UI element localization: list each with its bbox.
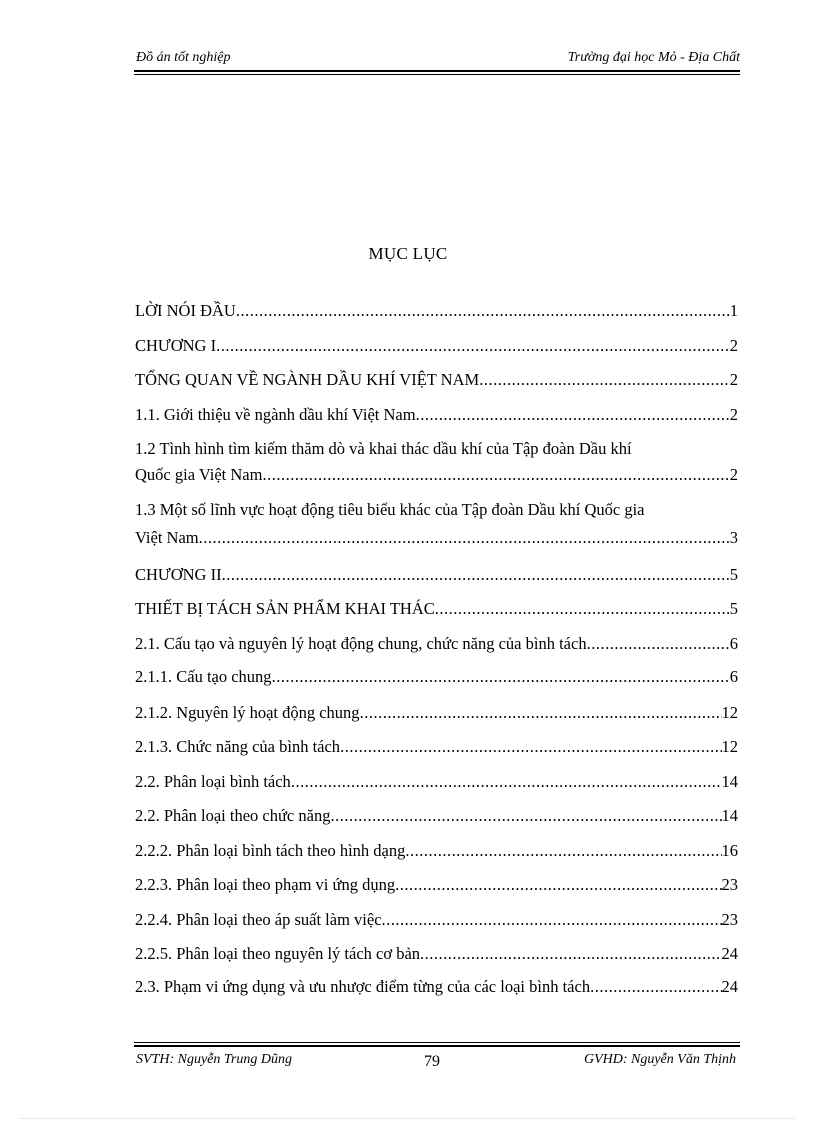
toc-entry-page: 12	[721, 737, 738, 756]
toc-entry-page: 23	[721, 875, 738, 894]
toc-entry-page: 6	[729, 634, 738, 653]
header-right-text: Trường đại học Mỏ - Địa Chất	[567, 50, 740, 65]
toc-entry-page: 23	[721, 910, 738, 929]
toc-entry-label: 2.3. Phạm vi ứng dụng và ưu nhược điểm từng của các loại bình tách	[135, 977, 591, 996]
toc-entry	[135, 805, 738, 827]
header-rule-thick	[134, 70, 740, 72]
toc-leader-dots	[199, 527, 730, 549]
toc-entry-label: 2.2.3. Phân loại theo phạm vi ứng dụng	[135, 875, 396, 894]
toc-entry	[135, 874, 738, 896]
toc-leader-dots	[360, 702, 722, 724]
toc-entry-page: 6	[729, 667, 738, 686]
toc-entry-page: 2	[729, 465, 738, 484]
footer-advisor: GVHD: Nguyễn Văn Thịnh	[583, 1052, 736, 1067]
toc-entry	[135, 976, 738, 998]
toc-entry-page: 14	[721, 806, 738, 825]
toc-entry-page: 14	[721, 772, 738, 791]
header-left-text: Đồ án tốt nghiệp	[136, 50, 231, 65]
toc-leader-dots	[272, 666, 730, 688]
toc-leader-dots	[479, 369, 730, 391]
toc-entry	[135, 771, 738, 793]
footer-rule-thin	[134, 1042, 740, 1043]
toc-entry-label: 2.2. Phân loại theo chức năng	[135, 806, 331, 825]
toc-entry	[135, 633, 738, 655]
toc-leader-dots	[416, 404, 730, 426]
toc-entry-first-line: 1.3 Một số lĩnh vực hoạt động tiêu biểu khác của Tập đoàn Dầu khí Quốc gia	[135, 500, 645, 519]
toc-entry-first-line: 1.2 Tình hình tìm kiếm thăm dò và khai thác dầu khí của Tập đoàn Dầu khí	[135, 439, 632, 458]
toc-leader-dots	[236, 300, 730, 322]
toc-entry-label: 2.2. Phân loại bình tách	[135, 772, 291, 791]
toc-entry-label: Quốc gia Việt Nam	[135, 465, 263, 484]
toc-leader-dots	[420, 943, 721, 965]
page-number: 79	[424, 1053, 440, 1070]
toc-entry-label: 2.1.3. Chức năng của bình tách	[135, 737, 341, 756]
toc-entry-label: THIẾT BỊ TÁCH SẢN PHẨM KHAI THÁC	[135, 599, 435, 618]
toc-entry	[135, 736, 738, 758]
toc-entry-page: 5	[729, 565, 738, 584]
toc-entry-label: 2.2.4. Phân loại theo áp suất làm việc	[135, 910, 382, 929]
page-footer	[134, 1052, 740, 1072]
toc-leader-dots	[435, 598, 730, 620]
toc-entry-label: TỔNG QUAN VỀ NGÀNH DẦU KHÍ VIỆT NAM	[135, 370, 480, 389]
toc-leader-dots	[216, 335, 730, 357]
toc-entry-label: 2.1.1. Cấu tạo chung	[135, 667, 272, 686]
toc-entry-label: 2.1.2. Nguyên lý hoạt động chung	[135, 703, 360, 722]
toc-entry	[135, 909, 738, 931]
toc-leader-dots	[330, 805, 721, 827]
toc-leader-dots	[395, 874, 721, 896]
toc-entry-page: 2	[729, 405, 738, 424]
toc-entry	[135, 527, 738, 549]
toc-entry-page: 24	[721, 944, 738, 963]
toc-entry-label: 2.2.5. Phân loại theo nguyên lý tách cơ bản	[135, 944, 421, 963]
toc-entry	[135, 840, 738, 862]
page-edge-divider	[20, 1118, 796, 1119]
toc-entry	[135, 335, 738, 357]
toc-entry-page: 2	[729, 336, 738, 355]
toc-entry-label: Việt Nam	[135, 528, 199, 547]
toc-entry	[135, 300, 738, 322]
toc-entry	[135, 464, 738, 486]
toc-leader-dots	[587, 633, 730, 655]
header-rule-thin	[134, 74, 740, 75]
toc-entry-label: 2.2.2. Phân loại bình tách theo hình dạng	[135, 841, 406, 860]
toc-entry-page: 24	[721, 977, 738, 996]
page-header	[134, 50, 740, 68]
toc-leader-dots	[405, 840, 721, 862]
toc-leader-dots	[262, 464, 729, 486]
toc-leader-dots	[222, 564, 730, 586]
toc-entry-label: 1.1. Giới thiệu về ngành dầu khí Việt Nam	[135, 405, 416, 424]
toc-leader-dots	[340, 736, 721, 758]
toc-entry-page: 5	[729, 599, 738, 618]
toc-entry	[135, 598, 738, 620]
toc-leader-dots	[291, 771, 722, 793]
toc-entry	[135, 666, 738, 688]
toc-entry	[135, 564, 738, 586]
toc-entry	[135, 702, 738, 724]
toc-entry-page: 16	[721, 841, 738, 860]
toc-entry-label: LỜI NÓI ĐẦU	[135, 301, 236, 320]
toc-title: MỤC LỤC	[368, 244, 448, 263]
toc-entry-page: 2	[729, 370, 738, 389]
toc-leader-dots	[590, 976, 721, 998]
toc-entry-page: 3	[729, 528, 738, 547]
toc-entry-label: CHƯƠNG I	[135, 336, 217, 355]
toc-entry-label: CHƯƠNG II	[135, 565, 222, 584]
toc-entry	[135, 369, 738, 391]
toc-leader-dots	[382, 909, 722, 931]
footer-rule-thick	[134, 1045, 740, 1047]
toc-entry	[135, 943, 738, 965]
toc-entry-page: 12	[721, 703, 738, 722]
toc-entry-page: 1	[729, 301, 738, 320]
toc-entry	[135, 404, 738, 426]
toc-entry-label: 2.1. Cấu tạo và nguyên lý hoạt động chung, chức năng của bình tách	[135, 634, 587, 653]
footer-student: SVTH: Nguyễn Trung Dũng	[136, 1052, 292, 1067]
